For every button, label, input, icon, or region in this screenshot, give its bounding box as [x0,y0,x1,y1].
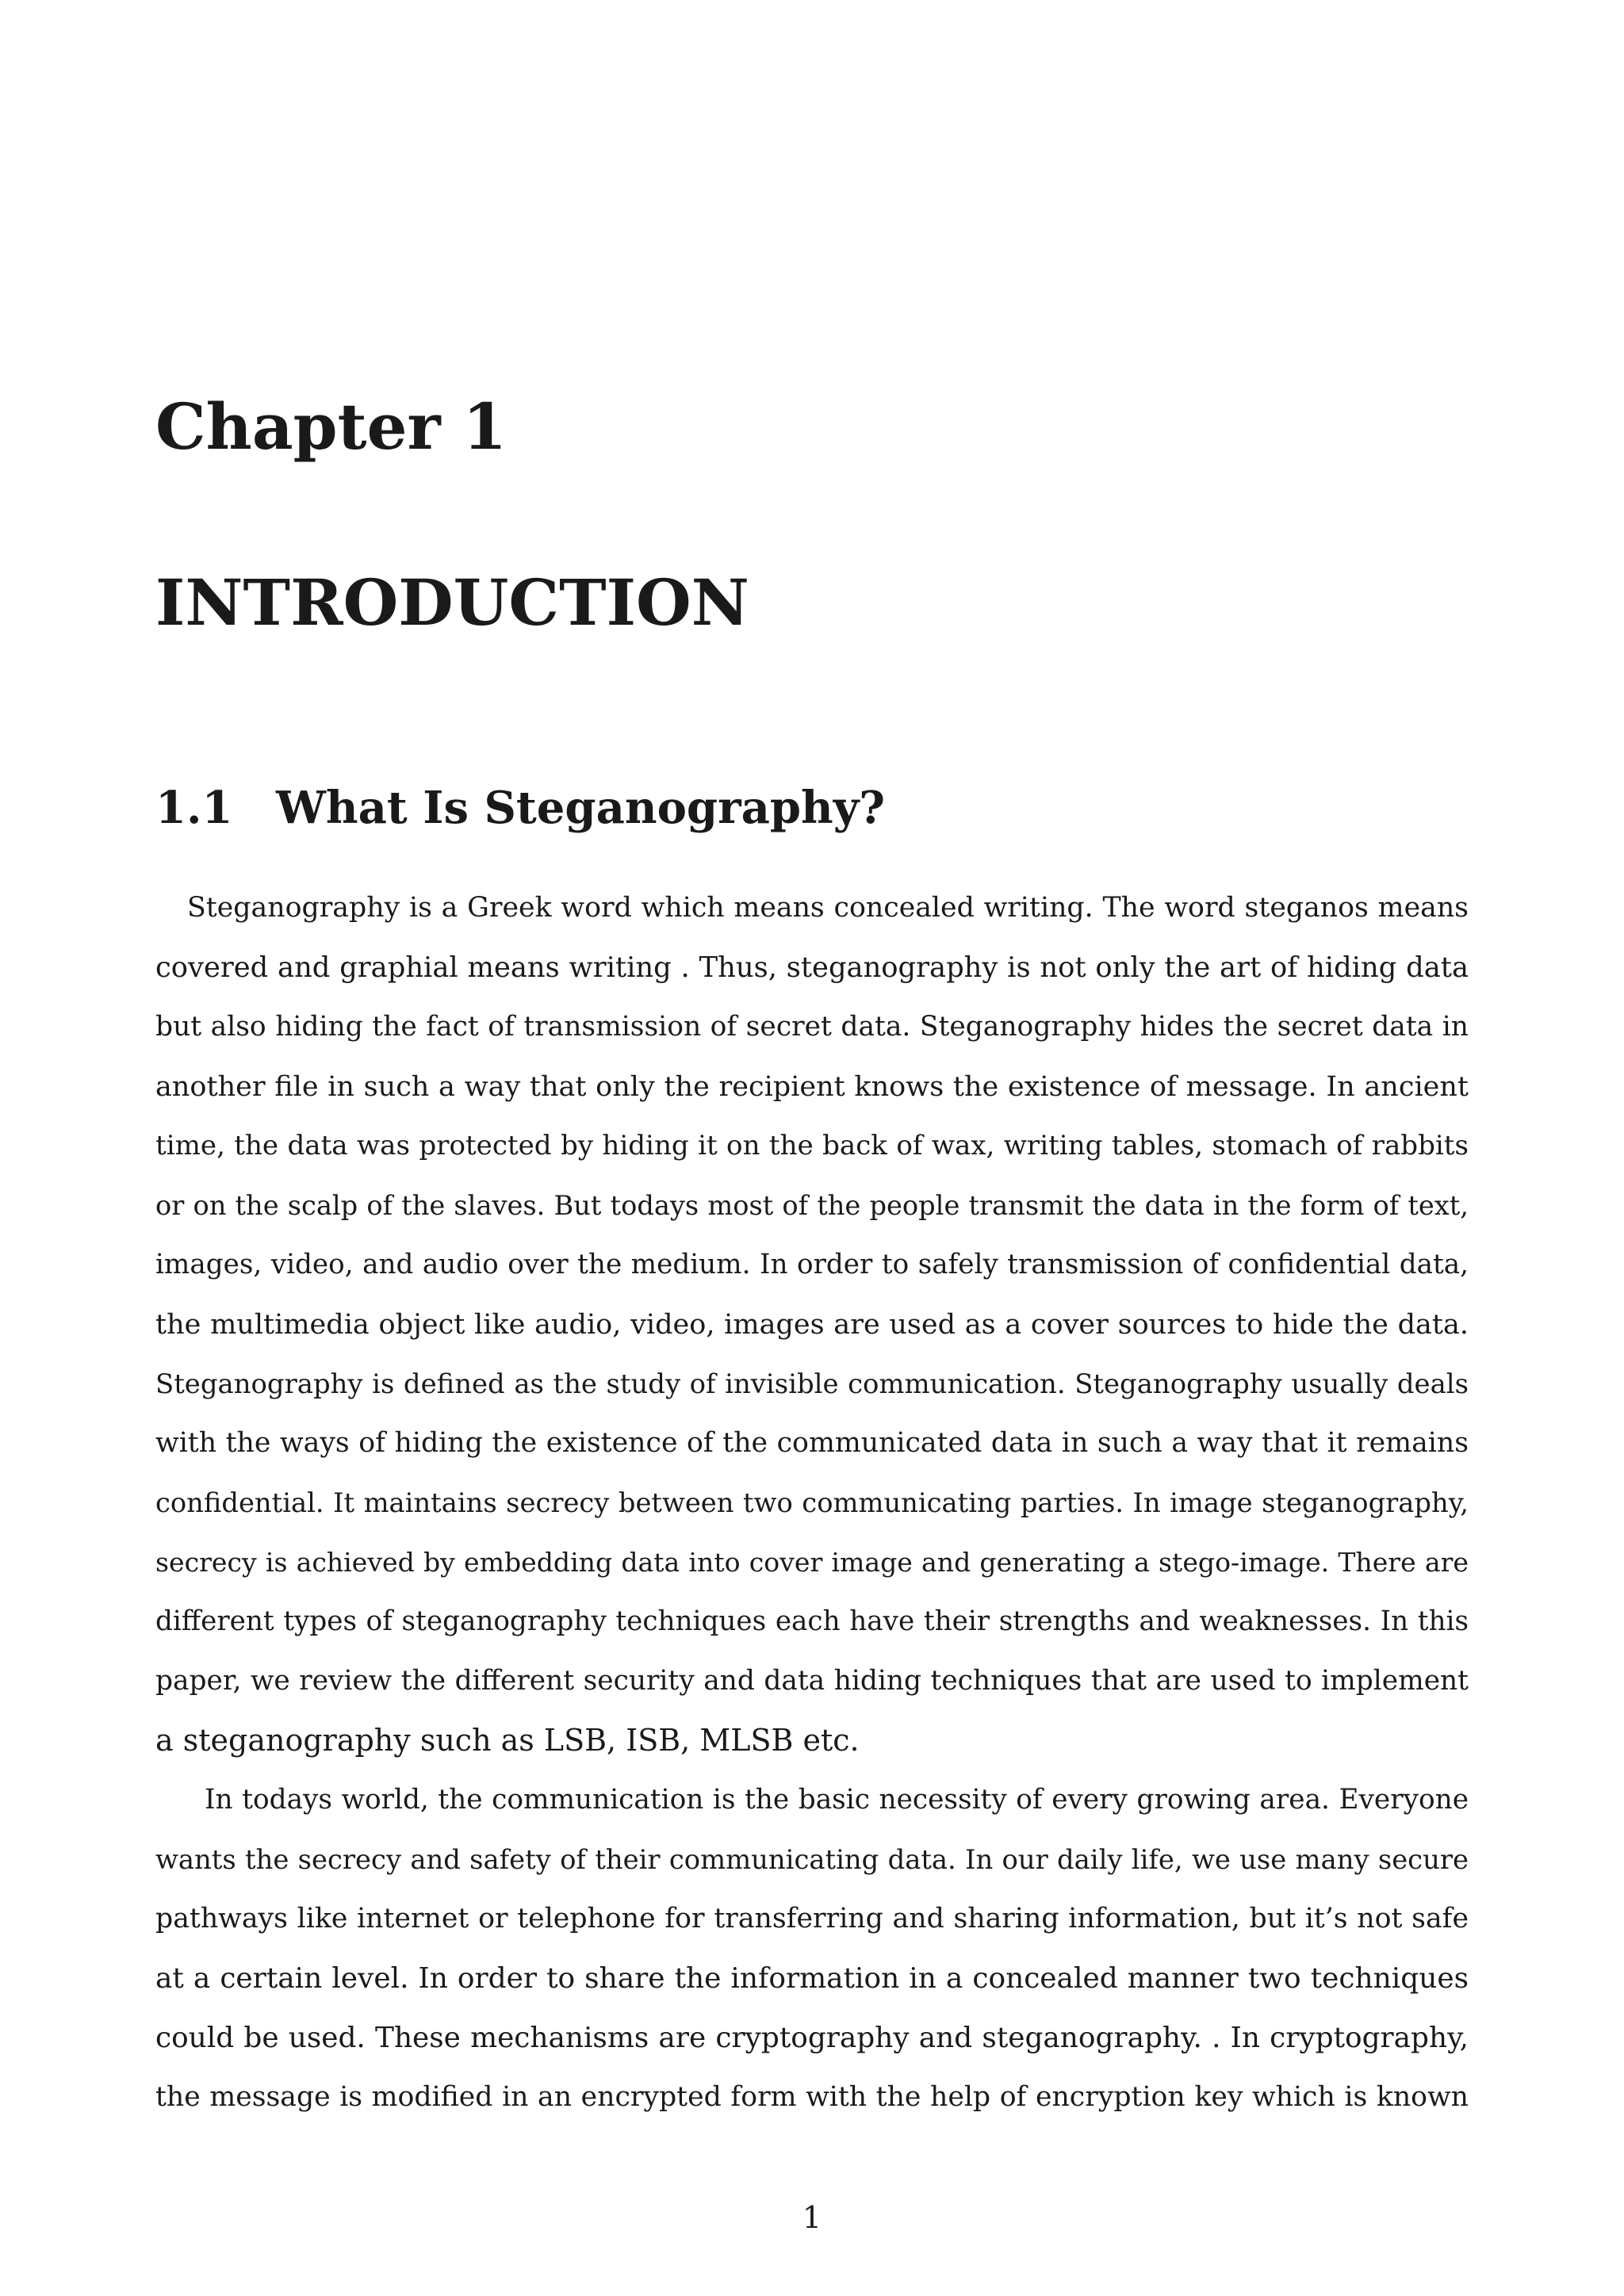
text-line: could be used. These mechanisms are cryptography and steganography. . In cryptography, [155,2022,1469,2054]
text-line: secrecy is achieved by embedding data into cover image and generating a stego-image. There are [155,1547,1469,1578]
section-title: What Is Steganography? [276,782,886,834]
section-number: 1.1 [155,782,233,834]
chapter-label: Chapter 1 [155,389,508,464]
text-line: with the ways of hiding the existence of the communicated data in such a way that it remains [155,1427,1469,1459]
text-line: Steganography is a Greek word which means concealed writing. The word steganos means [187,892,1469,924]
text-line: different types of steganography techniques each have their strengths and weaknesses. In this [155,1605,1469,1637]
body-text [155,878,1469,2127]
text-line: covered and graphial means writing . Thus, steganography is not only the art of hiding data [155,951,1469,984]
text-line: the message is modified in an encrypted form with the help of encryption key which is known [155,2081,1469,2113]
text-line: confidential. It maintains secrecy between two communicating parties. In image steganography, [155,1487,1469,1518]
page-number: 1 [802,2200,822,2235]
text-line: time, the data was protected by hiding it on the back of wax, writing tables, stomach of rabbits [155,1130,1469,1161]
text-line: images, video, and audio over the medium. In order to safely transmission of confidential data, [155,1249,1469,1280]
text-line: a steganography such as LSB, ISB, MLSB etc. [155,1723,860,1758]
text-line: wants the secrecy and safety of their communicating data. In our daily life, we use many secure [155,1844,1469,1875]
paragraph-2 [155,1770,1469,2127]
text-line: paper, we review the different security and data hiding techniques that are used to implement [155,1665,1469,1697]
text-line: the multimedia object like audio, video, images are used as a cover sources to hide the data. [155,1308,1469,1341]
text-line: or on the scalp of the slaves. But todays most of the people transmit the data in the form of text, [155,1190,1469,1221]
text-line: but also hiding the fact of transmission of secret data. Steganography hides the secret data in [155,1011,1469,1043]
section-heading [155,780,885,836]
text-line: at a certain level. In order to share the information in a concealed manner two techniques [155,1962,1469,1995]
text-line: pathways like internet or telephone for transferring and sharing information, but it’s not safe [155,1903,1469,1934]
chapter-title: INTRODUCTION [155,565,749,640]
text-line: another file in such a way that only the recipient knows the existence of message. In ancient [155,1070,1469,1103]
text-line: Steganography is defined as the study of invisible communication. Steganography usually deals [155,1368,1469,1399]
text-line: In todays world, the communication is the basic necessity of every growing area. Everyone [205,1784,1469,1816]
paragraph-1 [155,878,1469,1770]
